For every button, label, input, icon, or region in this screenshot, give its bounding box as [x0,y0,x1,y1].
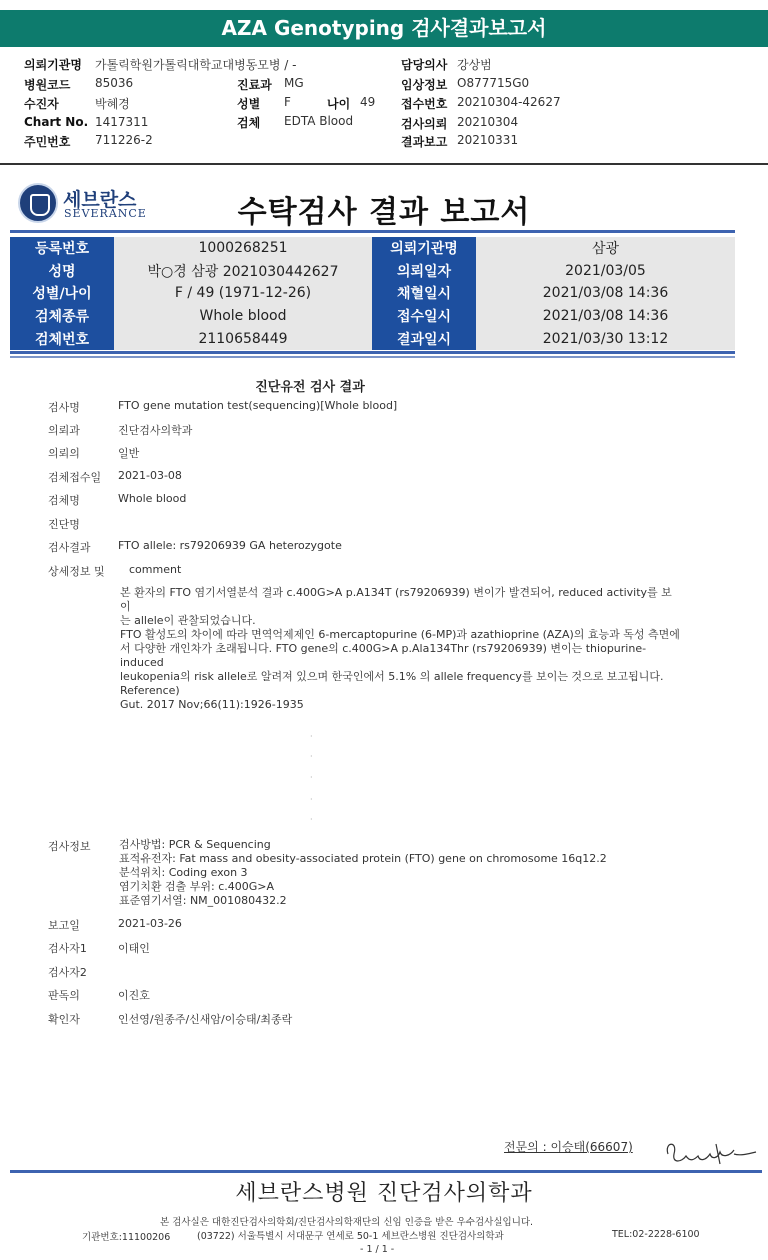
field-label: 검체접수일 [48,471,102,484]
field-value: Whole blood [118,492,187,505]
header-value: F [284,95,291,109]
reference-text: Gut. 2017 Nov;66(11):1926-1935 [120,698,304,711]
table-row [10,237,735,260]
header-key: Chart No. [24,115,89,129]
header-row-age [327,95,376,112]
dot-mark: · [310,752,313,761]
field-value: FTO gene mutation test(sequencing)[Whole blood] [118,399,398,412]
method-line: 검사방법: PCR & Sequencing [119,838,271,851]
header-value: 박혜경 [95,97,130,111]
comment-line: FTO 활성도의 차이에 따라 면역억제제인 6-mercaptopurine (6-MP)과 azathioprine (AZA)의 효능과 독성 측면에 [120,628,680,641]
field-label: 보고일 [48,919,80,932]
method-line: 염기치환 검출 부위: c.400G>A [119,880,275,893]
header-key: 나이 [327,97,351,111]
cell-key: 접수일시 [372,305,476,328]
table-rule [10,351,735,354]
header-key: 병원코드 [24,78,71,92]
header-row-department [237,76,304,93]
cell-value: Whole blood [114,305,372,328]
report-banner: AZA Genotyping 검사결과보고서 [0,10,768,47]
header-row-doctor [401,56,492,73]
table-row [10,305,735,328]
header-row-patient [24,95,130,112]
logo-en: SEVERANCE [64,207,147,220]
field-label: 검사자2 [48,966,87,979]
field-value: 인선영/원종주/신새암/이승태/최종락 [118,1013,293,1026]
method-line: 표준염기서열: NM_001080432.2 [119,894,287,907]
cell-key: 결과일시 [372,327,476,350]
header-key: 접수번호 [401,97,448,111]
comment-paragraph-2 [120,628,680,684]
cell-value: 2021/03/08 14:36 [476,282,735,305]
header-key: 결과보고 [401,135,448,149]
header-row-request-date [401,115,519,132]
footer-cert: 본 검사실은 대한진단검사의학회/진단검사의학재단의 신임 인증을 받은 우수검사실입니다. [160,1217,534,1228]
field-value: 2021-03-26 [118,917,182,930]
field-label: 의뢰의 [48,447,80,460]
header-value: EDTA Blood [284,114,354,128]
cell-value: 2110658449 [114,327,372,350]
header-row-accession [401,95,561,112]
footer-title: 세브란스병원 진단검사의학과 [235,1181,533,1206]
table-row [10,327,735,350]
field-value: 일반 [118,447,140,460]
footer-address: (03722) 서울특별시 서대문구 연세로 50-1 세브란스병원 진단검사의학과 [197,1231,504,1242]
cell-value: 삼광 [476,237,735,260]
signature [660,1132,760,1172]
cell-key: 의뢰기관명 [372,237,476,260]
header-row-specimen [237,114,354,131]
cell-key: 검체종류 [10,305,114,328]
header-key: 성별 [237,97,261,111]
header-row-institution [24,56,297,73]
header-value: MG [284,76,304,90]
method-info [119,838,679,908]
footer-rule [10,1170,762,1173]
header-row-chart [24,115,149,129]
cell-value: 2021/03/05 [476,260,735,283]
cell-value: 박○경 삼광 2021030442627 [114,260,372,283]
header-key: 담당의사 [401,58,448,72]
header-value: 20210331 [457,133,519,147]
header-key: 검체 [237,116,261,130]
field-label: 상세정보 및 [48,565,105,578]
header-value: 20210304 [457,115,519,129]
cell-key: 등록번호 [10,237,114,260]
cell-value: 2021/03/30 13:12 [476,327,735,350]
field-label: 검사자1 [48,942,87,955]
footer-page: - 1 / 1 - [360,1244,395,1255]
header-value: 1417311 [95,115,149,129]
cell-value: 2021/03/08 14:36 [476,305,735,328]
cell-key: 채혈일시 [372,282,476,305]
dot-mark: · [310,773,313,782]
header-row-sex [237,95,291,112]
field-value: 이태인 [118,942,150,955]
cell-key: 의뢰일자 [372,260,476,283]
comment-line: 는 allele이 관찰되었습니다. [120,614,256,627]
method-line: 표적유전자: Fat mass and obesity-associated protein (FTO) gene on chromosome 16q12.2 [119,852,607,865]
comment-line: leukopenia의 risk allele로 알려져 있으며 한국인에서 5.1% 의 allele frequency를 보이는 것으로 보고됩니다. [120,670,664,683]
footer-tel: TEL:02-2228-6100 [612,1229,700,1240]
cell-key: 검체번호 [10,327,114,350]
header-value: 강상범 [457,58,492,72]
header-key: 임상정보 [401,78,448,92]
cell-key: 성별/나이 [10,282,114,305]
header-key: 검사의뢰 [401,117,448,131]
header-row-hospital-code [24,76,134,93]
cell-value: 1000268251 [114,237,372,260]
reference [120,684,680,712]
field-value: 진단검사의학과 [118,424,193,437]
header-key: 주민번호 [24,135,71,149]
header-divider [0,163,768,165]
header-value: 가톨릭학원가톨릭대학교대병동모병 / - [95,58,297,72]
field-label: 진단명 [48,518,80,531]
table-row [10,282,735,305]
field-value: FTO allele: rs79206939 GA heterozygote [118,539,342,552]
header-row-resident-no [24,133,153,150]
comment-line: 서 다양한 개인차가 초래됩니다. FTO gene의 c.400G>A p.Ala134Thr (rs79206939) 변이는 thiopurine-induced [120,642,647,669]
specialist: 전문의 : 이승태(66607) [504,1140,633,1154]
field-label: 검체명 [48,494,80,507]
header-row-report-date [401,133,519,150]
table-row [10,260,735,283]
report-title: 수탁검사 결과 보고서 [237,195,531,230]
comment-paragraph-1 [120,586,680,628]
header-key: 의뢰기관명 [24,58,82,72]
cell-key: 성명 [10,260,114,283]
field-label: 판독의 [48,989,80,1002]
field-label: 의뢰과 [48,424,80,437]
field-label-2: comment [129,563,182,576]
field-value: 이진호 [118,989,150,1002]
logo-kr: 세브란스 [63,189,137,211]
field-label: 검사결과 [48,541,91,554]
header-row-clinical-info [401,76,530,93]
header-key: 진료과 [237,78,272,92]
section-title: 진단유전 검사 결과 [255,380,365,395]
header-value: 711226-2 [95,133,153,147]
field-value: 2021-03-08 [118,469,182,482]
table-rule-thin [10,356,735,358]
dot-mark: · [310,815,313,824]
header-value: O877715G0 [457,76,530,90]
header-key: 수진자 [24,97,59,111]
comment-line: 본 환자의 FTO 염기서열분석 결과 c.400G>A p.A134T (rs79206939) 변이가 발견되어, reduced activity를 보이 [120,586,672,613]
patient-info-table [10,237,735,350]
header-value: 20210304-42627 [457,95,561,109]
dot-mark: · [310,732,313,741]
header-value: 85036 [95,76,134,90]
field-label: 확인자 [48,1013,80,1026]
header-value: 49 [360,95,376,109]
dot-mark: · [310,795,313,804]
field-label: 검사명 [48,401,80,414]
field-label: 검사정보 [48,840,91,853]
title-rule [10,230,735,233]
method-line: 분석위치: Coding exon 3 [119,866,248,879]
reference-label: Reference) [120,684,180,697]
footer-code: 기관번호:11100206 [82,1232,171,1243]
cell-value: F / 49 (1971-12-26) [114,282,372,305]
